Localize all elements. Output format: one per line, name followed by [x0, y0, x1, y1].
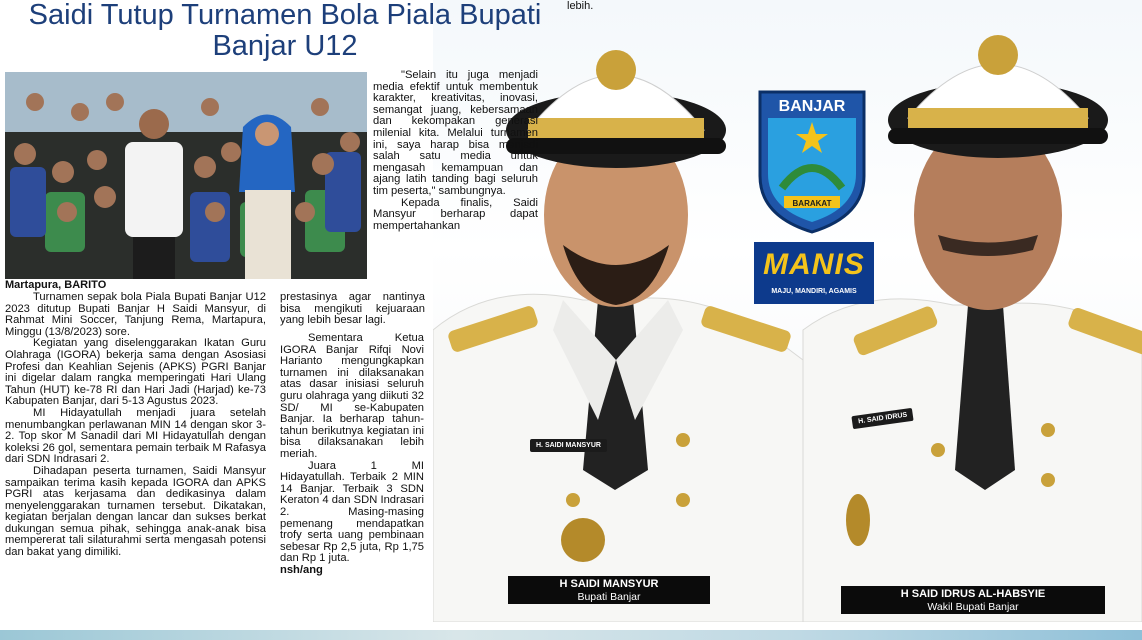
name-tag-said-idrus: H. SAID IDRUS: [851, 408, 914, 429]
article-column-2: [373, 70, 538, 232]
name-tag-saidi: H. SAIDI MANSYUR: [530, 439, 607, 452]
caption-role: Wakil Bupati Banjar: [927, 601, 1019, 613]
article-headline: [0, 0, 570, 62]
banjar-emblem-title: BANJAR: [778, 98, 846, 115]
banjar-regency-emblem: [756, 88, 868, 234]
headline-line-1: Saidi Tutup Turnamen Bola Piala Bupati: [28, 0, 542, 31]
article-paragraph: "Selain itu juga menjadi media efektif untuk membentuk karakter, kreativitas, inovasi, semangat juang, kebersamaan dan kekompakan generasi milenial kita. Melalui turnamen ini, saya harap bisa menjadi salah satu media untuk mengasah kemampuan dan ajang latih tanding bagi seluruh tim peserta," sambungnya.: [373, 69, 538, 197]
article-column-4: [280, 333, 424, 576]
caption-name: H SAIDI MANSYUR: [559, 578, 659, 590]
article-paragraph: MI Hidayatullah menjadi juara setelah menumbangkan perlawanan MIN 14 dengan skor 3-2. Top skor M Sanadil dari MI Hidayatullah dengan koleksi 26 gol, sementara pemain terbaik M Rafasya dari SDN Indrasari 2.: [5, 406, 266, 466]
article-paragraph: Kegiatan yang diselenggarakan Ikatan Guru Olahraga (IGORA) bekerja sama dengan Asosiasi Profesi dan Keahlian Sejenis (APKS) PGRI Banjar ini digelar dalam rangka memperingati Hari Ulang Tahun (HUT) ke-78 RI dan Hari Jadi (Harjad) ke-73 Kabupaten Banjar, dari 5-13 Agustus 2023.: [5, 337, 266, 408]
bottom-decorative-strip: [0, 630, 1142, 640]
banjar-emblem-motto: BARAKAT: [792, 199, 832, 208]
manis-word: MANIS: [763, 248, 865, 281]
article-byline: nsh/ang: [280, 563, 323, 576]
manis-tagline: MAJU, MANDIRI, AGAMIS: [771, 288, 857, 295]
news-photo-crowd: [5, 72, 367, 279]
crowd-illustration: [5, 72, 367, 279]
manis-logo: [754, 242, 874, 304]
article-dateline: Martapura, BARITO: [5, 279, 107, 291]
article-paragraph: Juara 1 MI Hidayatullah. Terbaik 2 MIN 14 Banjar. Terbaik 3 SDN Keraton 4 dan SDN Indrasari 2. Masing-masing pemenang mendapatkan trofy serta uang pembinaan sebesar Rp 2,5 juta, Rp 1,75 dan Rp 1 juta.: [280, 459, 424, 565]
article-paragraph: prestasinya agar nantinya bisa mengikuti kejuaraan yang lebih besar lagi.: [280, 291, 425, 327]
caption-bupati: [508, 576, 710, 604]
article-paragraph: Sementara Ketua IGORA Banjar Rifqi Novi Harianto mengungkapkan turnamen ini dilaksanakan atas dasar inisiasi seluruh guru olahraga yang diikuti 32 SD/ MI se-Kabupaten Banjar. Ia berharap tahun-tahun berikutnya kegiatan ini bisa dilaksanakan lebih meriah.: [280, 332, 424, 460]
article-paragraph: Dihadapan peserta turnamen, Saidi Mansyur sampaikan terima kasih kepada IGORA dan APKS PGRI atas kerjasama dan dedikasinya dalam menyelenggarakan turnamen tersebut. Dikatakan, kegiatan berjalan dengan lancar dan sukses berkat dukungan semua pihak, sehingga anak-anak bisa mempererat tali silaturahmi serta mengasah potensi dan bakat yang dimiliki.: [5, 464, 266, 559]
article-paragraph: Turnamen sepak bola Piala Bupati Banjar U12 2023 ditutup Bupati Banjar H Saidi Mansyur, di Rahmat Mini Soccer, Tanjung Rema, Martapura, Minggu (13/8/2023) sore.: [5, 291, 266, 338]
article-paragraph: Kepada finalis, Saidi Mansyur berharap dapat mempertahankan: [373, 196, 538, 232]
article-column-3-lead: [280, 292, 425, 327]
caption-wakil-bupati: [841, 586, 1105, 614]
caption-name: H SAID IDRUS AL-HABSYIE: [900, 588, 1046, 600]
headline-line-2: Banjar U12: [212, 30, 358, 62]
caption-role: Bupati Banjar: [577, 591, 641, 603]
article-column-1: [5, 292, 266, 559]
continued-text-fragment: lebih.: [567, 0, 594, 12]
